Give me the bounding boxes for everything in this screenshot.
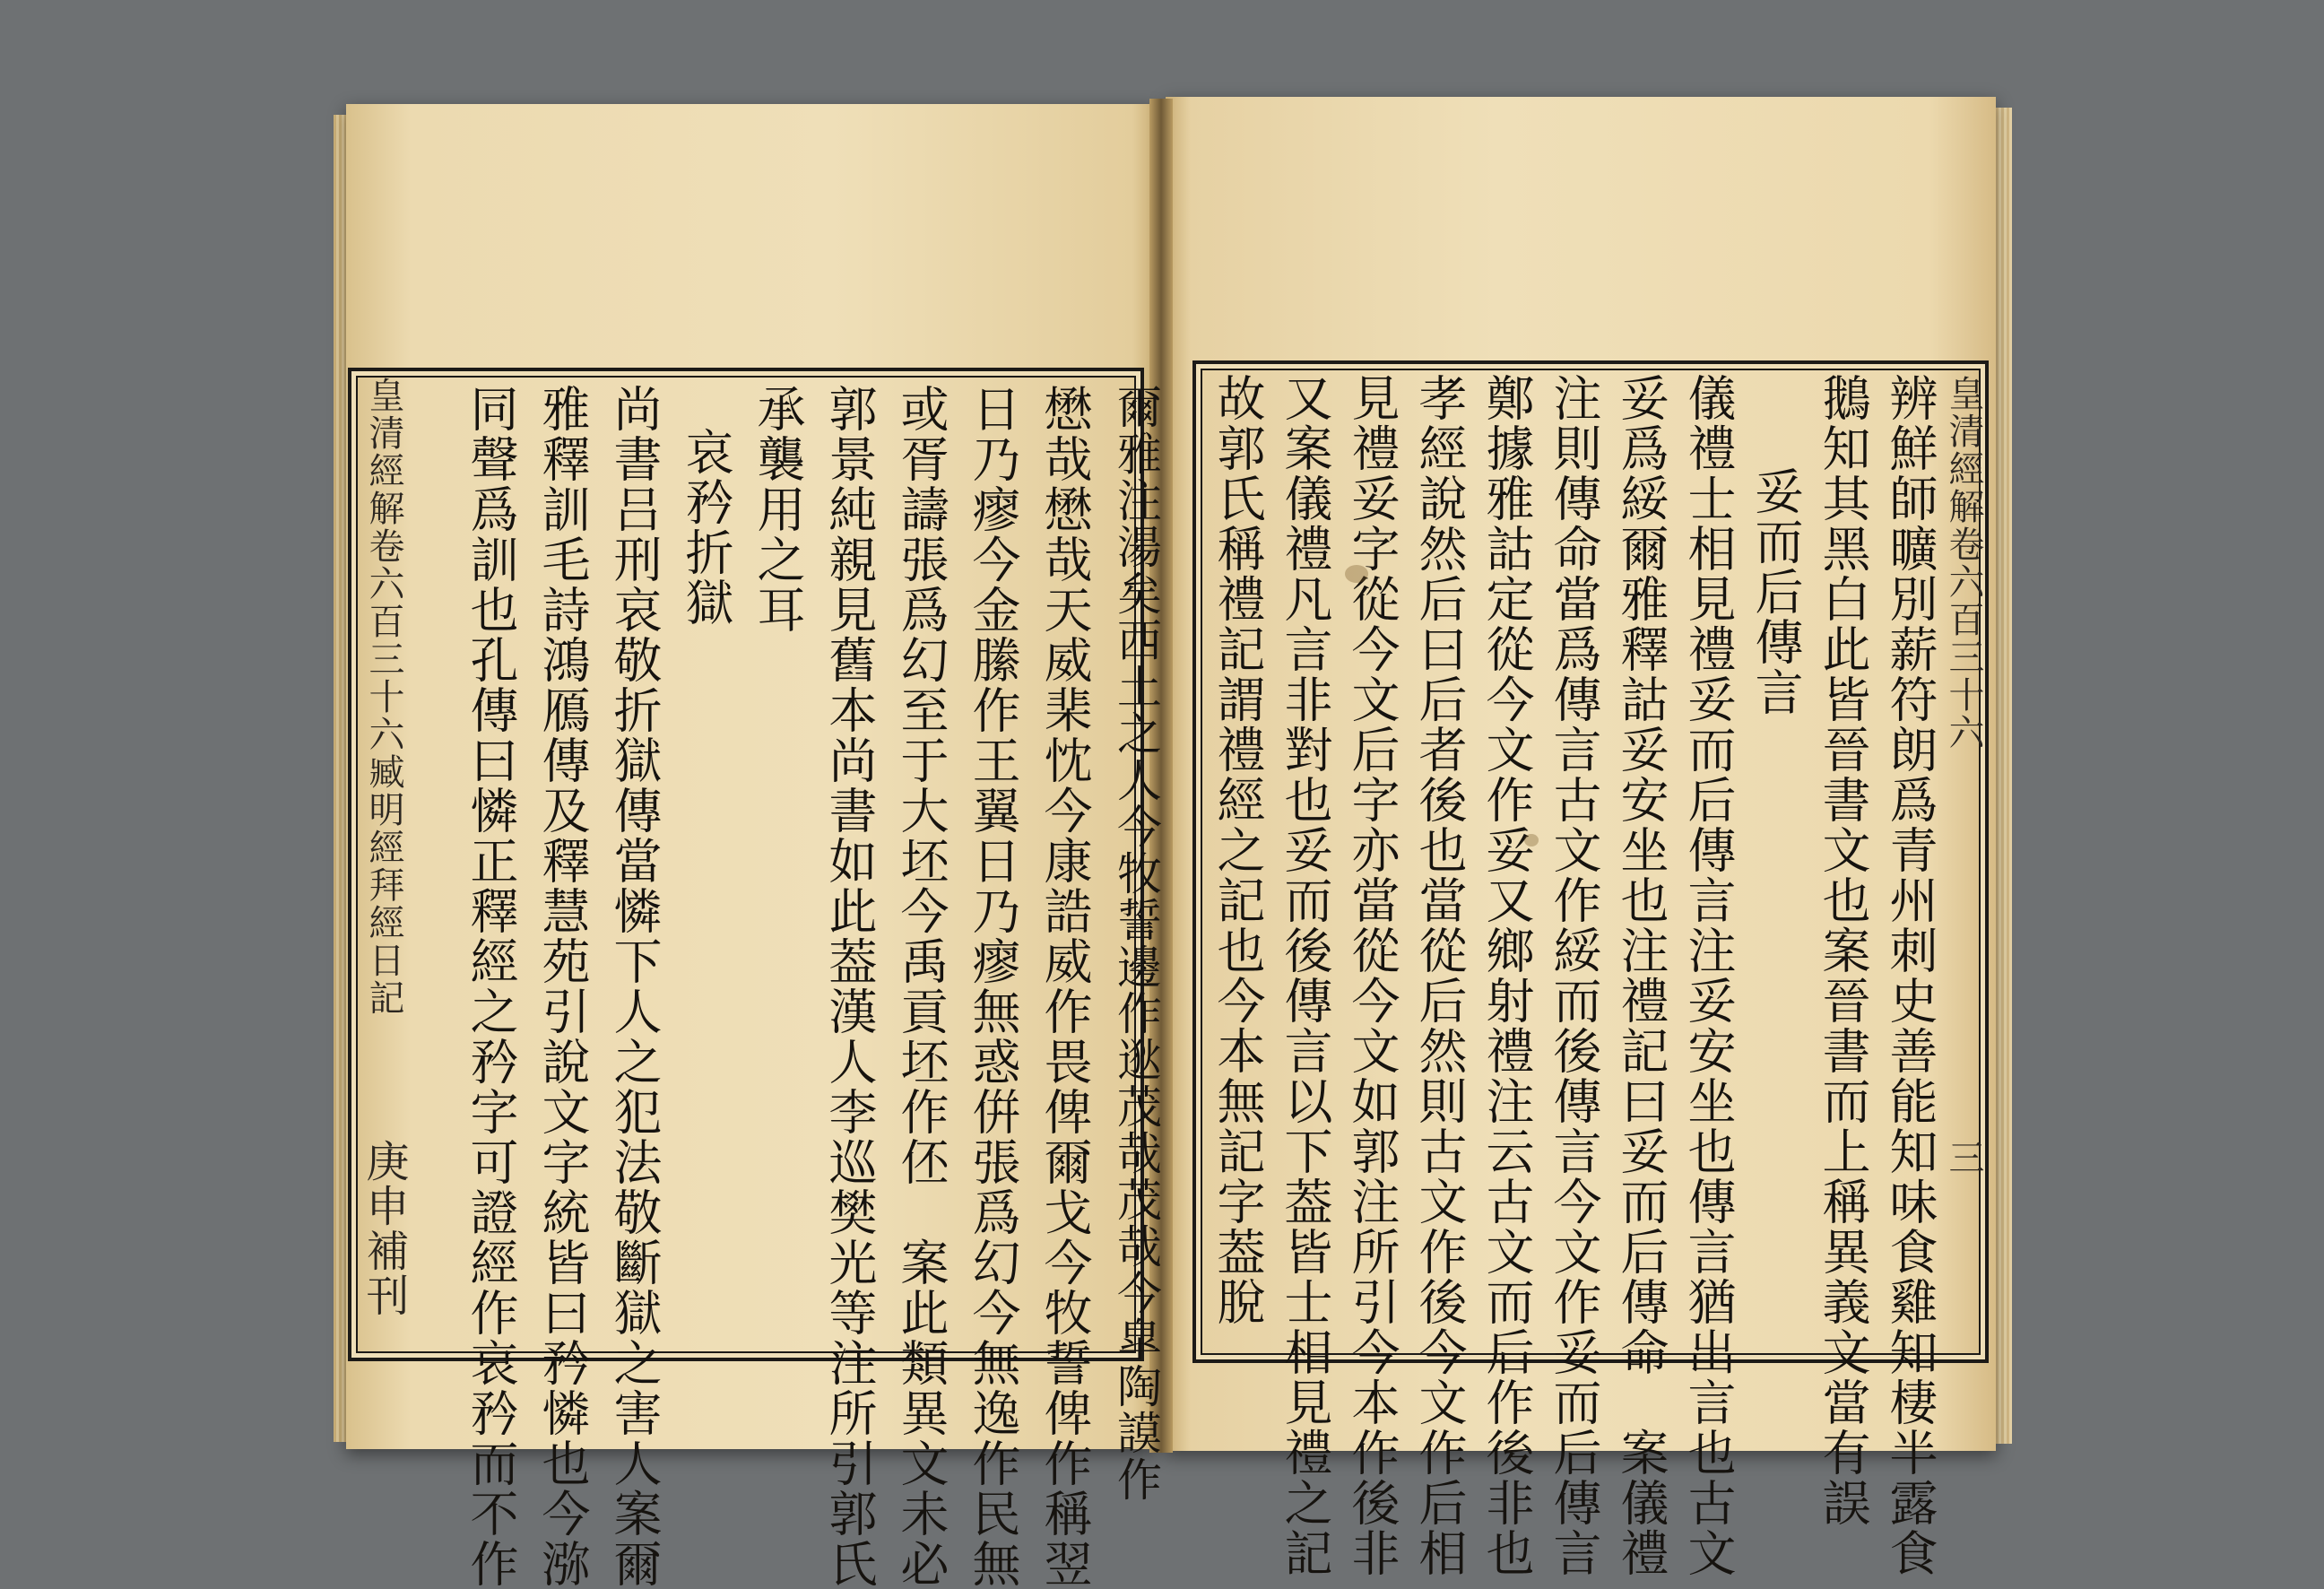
left-page-margin-note: 庚申補刊 <box>359 1139 409 1318</box>
text-column: 注則傳命當爲傳言古文作綏而後傳言今文作妥而后傳言 <box>1546 373 1602 1578</box>
text-column: 見禮妥字從今文后字亦當從今文如郭注所引今本作後非 <box>1344 373 1400 1578</box>
text-column: 雅釋訓毛詩鴻鴈傳及釋慧苑引說文字統皆曰矜憐也今㳽 <box>534 384 591 1589</box>
text-column: 鵝知其黑白此皆晉書文也案晉書而上稱異義文當有誤 <box>1815 373 1871 1528</box>
section-heading: 哀矜折獄 <box>678 427 734 628</box>
text-column: 鄭據雅詁定從今文作妥又鄉射禮注云古文而后作後非也 <box>1479 373 1535 1578</box>
text-column: 承襲用之耳 <box>750 384 806 635</box>
text-column: 同聲爲訓也孔傳曰憐正釋經之矜字可證經作哀矜而不作 <box>463 384 519 1589</box>
section-heading: 妥而后傳言 <box>1747 466 1804 717</box>
text-column: 爾雅注湯矣西土之人今牧誓邊作逖茂哉茂哉今皐陶謨作 <box>1110 384 1162 1503</box>
text-column: 或胥譸張爲幻至于大坯今禹貢坯作伾 案此類異文未必 <box>893 384 950 1589</box>
text-column: 尚書吕刑哀敬折獄傳當憐下人之犯法敬斷獄之害人案爾 <box>606 384 663 1589</box>
page-number: 三 <box>1943 1139 1984 1177</box>
text-column: 妥爲綏爾雅釋詁妥安坐也注禮記曰妥而后傳命 案儀禮 <box>1613 373 1669 1578</box>
right-page-margin-title: 皇清經解卷六百三十六 <box>1943 375 1984 751</box>
text-column: 日乃瘳今金縢作王翼日乃瘳無惑倂張爲幻今無逸作民無 <box>965 384 1021 1589</box>
text-column: 又案儀禮凡言非對也妥而後傳言以下葢皆士相見禮之記 <box>1277 373 1333 1578</box>
text-column: 郭景純親見舊本尚書如此葢漢人李巡樊光等注所引郭氏 <box>821 384 878 1589</box>
paper-stain <box>1345 565 1368 583</box>
left-page-margin-title: 皇清經解卷六百三十六臧明經拜經日記 <box>363 377 404 1017</box>
text-column: 懋哉懋哉天威棐忱今康誥威作畏俾爾戈今牧誓俾作稱翌 <box>1036 384 1093 1589</box>
text-column: 儀禮士相見禮妥而后傳言注妥安坐也傳言猶出言也古文 <box>1680 373 1737 1578</box>
text-column: 辨鮮師曠別薪符朗爲青州刺史善能知味食雞知棲半露食 <box>1882 373 1938 1578</box>
text-column: 故郭氏稱禮記謂禮經之記也今本無記字葢脫 <box>1210 373 1266 1327</box>
text-column: 孝經說然后曰后者後也當從后然則古文作後今文作后相 <box>1411 373 1468 1578</box>
paper-stain <box>1524 834 1539 847</box>
